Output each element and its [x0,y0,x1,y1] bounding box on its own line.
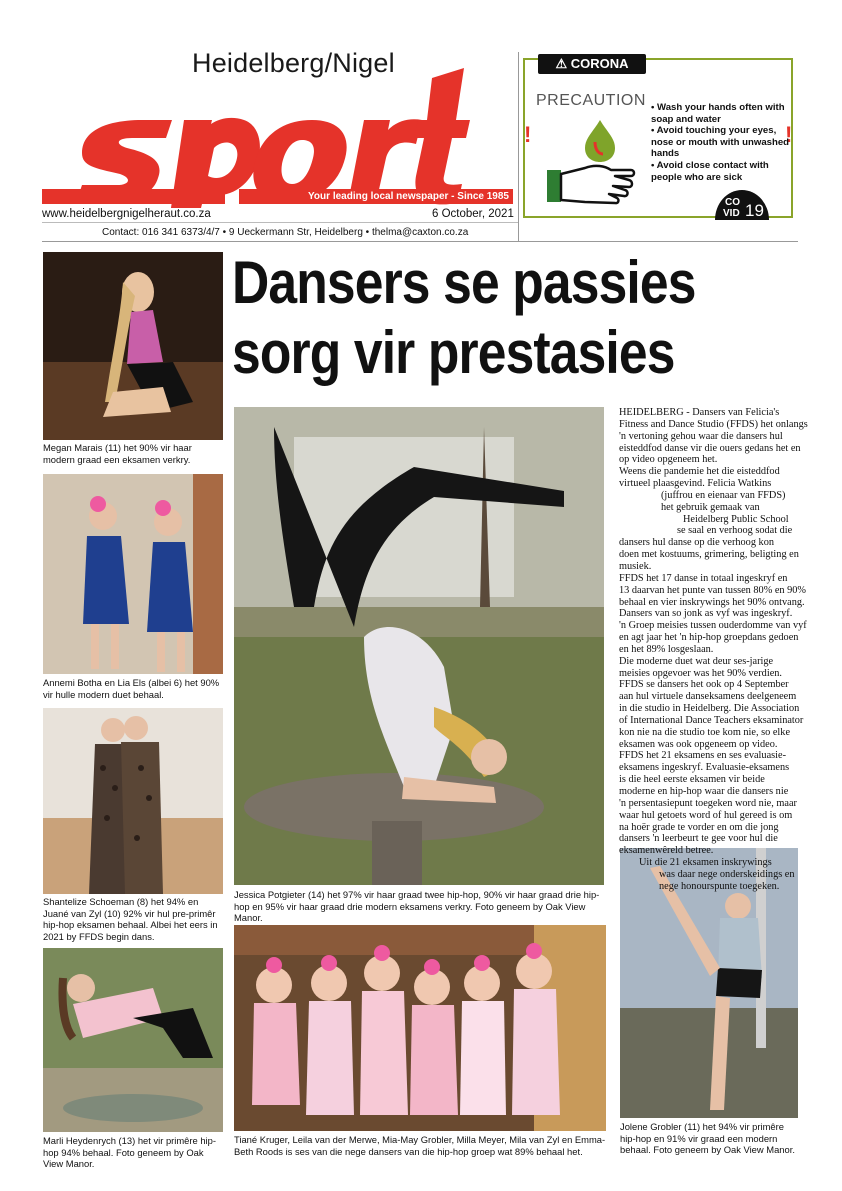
covid-logo [713,186,771,220]
article-line: was daar nege onderskeidings en [659,868,795,880]
article-line: eisteddfod danse vir die ouers gedans het en [619,442,801,454]
handwash-icon [545,116,637,206]
article-line: Weens die pandemie het die eisteddfod [619,466,780,478]
article-line: dansers hul danse op die verhoog kon [619,537,774,549]
paper-name: Heidelberg/Nigel [192,48,395,78]
covid-logo-text: CO [725,197,740,208]
article-line: FFDS het 17 danse in totaal ingeskryf en [619,572,788,584]
corona-tip: • Avoid close contact with people who are sick [651,159,769,183]
article-line: HEIDELBERG - Dansers van Felicia's [619,407,780,418]
caption-megan: Megan Marais (11) het 90% vir haar modern graad een eksamen verkry. [43,442,192,465]
article-line: na hoër grade te vorder en om die jong [619,821,779,833]
article-line: is die heel eerste eksamen vir beide [619,774,765,786]
headline-line: Dansers se passies [232,249,696,316]
photo-marli-heydenrych [43,948,223,1132]
caption-annemi: Annemi Botha en Lia Els (albei 6) het 90% vir hulle modern duet behaal. [43,677,220,700]
article-line: meisies opgevoer was het 90% verdien. [619,667,782,679]
article-body [619,407,808,893]
contact-line: Contact: 016 341 6373/4/7 • 9 Ueckermann Str, Heidelberg • thelma@caxton.co.za [102,227,469,238]
masthead-bar-left [42,189,225,204]
headline [232,248,719,388]
article-line: kon nie na die studio toe kom nie, so elke [619,726,791,738]
masthead-tagline: Your leading local newspaper - Since 1985 [308,191,509,202]
article-line: FFDS het 21 eksamens en ses evaluasie- [619,750,787,762]
caption-marli: Marli Heydenrych (13) het vir primêre hip-hop 94% behaal. Foto geneem by Oak View Manor. [43,1135,216,1169]
photo-megan-marais [43,252,223,440]
article-line: behaal en vier inskrywings het 90% ontvang. [619,596,805,608]
photo-hip-hop-group [234,925,606,1131]
article-line: doen met kostuums, grimering, beligting en [619,549,799,561]
article-line: het gebruik gemaak van [661,501,760,513]
warning-icon: ! [524,122,532,147]
article-line: en agt jaar het 'n hip-hop groepdans gedoen [619,632,799,644]
article-line: op video opgeneem het. [619,454,718,466]
article-line: Dansers van so jonk as vyf was ingeskryf. [619,608,793,620]
caption-shantelize: Shantelize Schoeman (8) het 94% en Juané van Zyl (10) 92% vir hul pre-primêr hip-hop eksamen behaal. Albei het eers in 2021 by FFDS begin dans. [43,896,218,942]
article-line: 13 daarvan het punte van tussen 80% en 90% [619,584,807,596]
covid-logo-text: VID [723,208,740,219]
article-line: eksamenwêreld betree. [619,845,714,857]
masthead-divider [42,222,518,223]
article-line: 'n persentasiepunt toegeken word nie, maar [619,797,797,809]
article-line: FFDS se dansers het ook op 4 September [619,679,789,691]
article-line: dansers 'n leerbeurt te gee voor hul die [619,833,778,845]
corona-tip: • Avoid touching your eyes, nose or mouth with unwashed hands [651,125,790,160]
corona-tip: • Wash your hands often with soap and water [651,102,785,125]
article-line: musiek. [619,560,652,572]
issue-date: 6 October, 2021 [432,208,514,220]
article-line: eksamens ingeskryf. Evaluasie-eksamens [619,762,790,774]
article-line: waar hul getoets word of hul gereed is om [619,809,793,821]
article-line: eksamen was ook opgeneem op video. [619,738,778,750]
article-line: (juffrou en eienaar van FFDS) [661,489,786,501]
article-line: Uit die 21 eksamen inskrywings [639,857,772,869]
article-line: se saal en verhoog sodat die [677,525,793,537]
photo-shantelize-juane [43,708,223,894]
photo-annemi-lia [43,474,223,674]
corona-tips-list [651,102,791,183]
corona-divider [518,52,519,242]
article-line: aan hul virtuele danseksamens deelgeneem [619,691,797,703]
article-line: Fitness and Dance Studio (FFDS) het onlangs [619,418,808,430]
website-url[interactable]: www.heidelbergnigelheraut.co.za [42,208,211,220]
covid-logo-number: 19 [745,201,764,220]
headline-line: sorg vir prestasies [232,319,675,386]
caption-jolene: Jolene Grobler (11) het 94% vir primêre hip-hop en 91% vir graad een modern behaal. Foto geneem by Oak View Manor. [620,1121,795,1155]
article-line: of International Dance Teachers eksaminator [619,714,804,726]
article-line: 'n Groep meisies tussen ouderdomme van vyf [619,620,807,632]
warning-icon: ! [785,122,793,147]
article-line: in die studio in Heidelberg. Die Association [619,703,800,715]
sport-logo [72,58,472,208]
article-line: Die moderne duet wat deur ses-jarige [619,655,774,667]
article-line: virtueel plaasgevind. Felicia Watkins [619,478,772,490]
corona-badge: ⚠ CORONA [538,54,646,74]
caption-jessica: Jessica Potgieter (14) het 97% vir haar graad twee hip-hop, 90% vir haar graad drie hip-hop en 95% vir haar graad drie modern eksamens verkry. Foto geneem by Oak View Manor. [234,889,600,923]
article-line: moderne en hip-hop waar die dansers nie [619,786,789,797]
article-line: en het 89% losgeslaan. [619,643,714,655]
caption-group: Tiané Kruger, Leila van der Merwe, Mia-May Grobler, Milla Meyer, Mila van Zyl en Emma-Beth Roods is ses van die nege dansers van die hip-hop groep wat 89% behaal het. [234,1134,606,1157]
article-line: 'n vertoning gehou waar die dansers hul [619,430,783,442]
photo-jessica-potgieter [234,407,604,885]
header-rule [42,241,798,242]
article-line: nege honourspunte toegeken. [659,880,780,892]
article-line: Heidelberg Public School [683,513,789,525]
precaution-heading: PRECAUTION [536,92,646,109]
